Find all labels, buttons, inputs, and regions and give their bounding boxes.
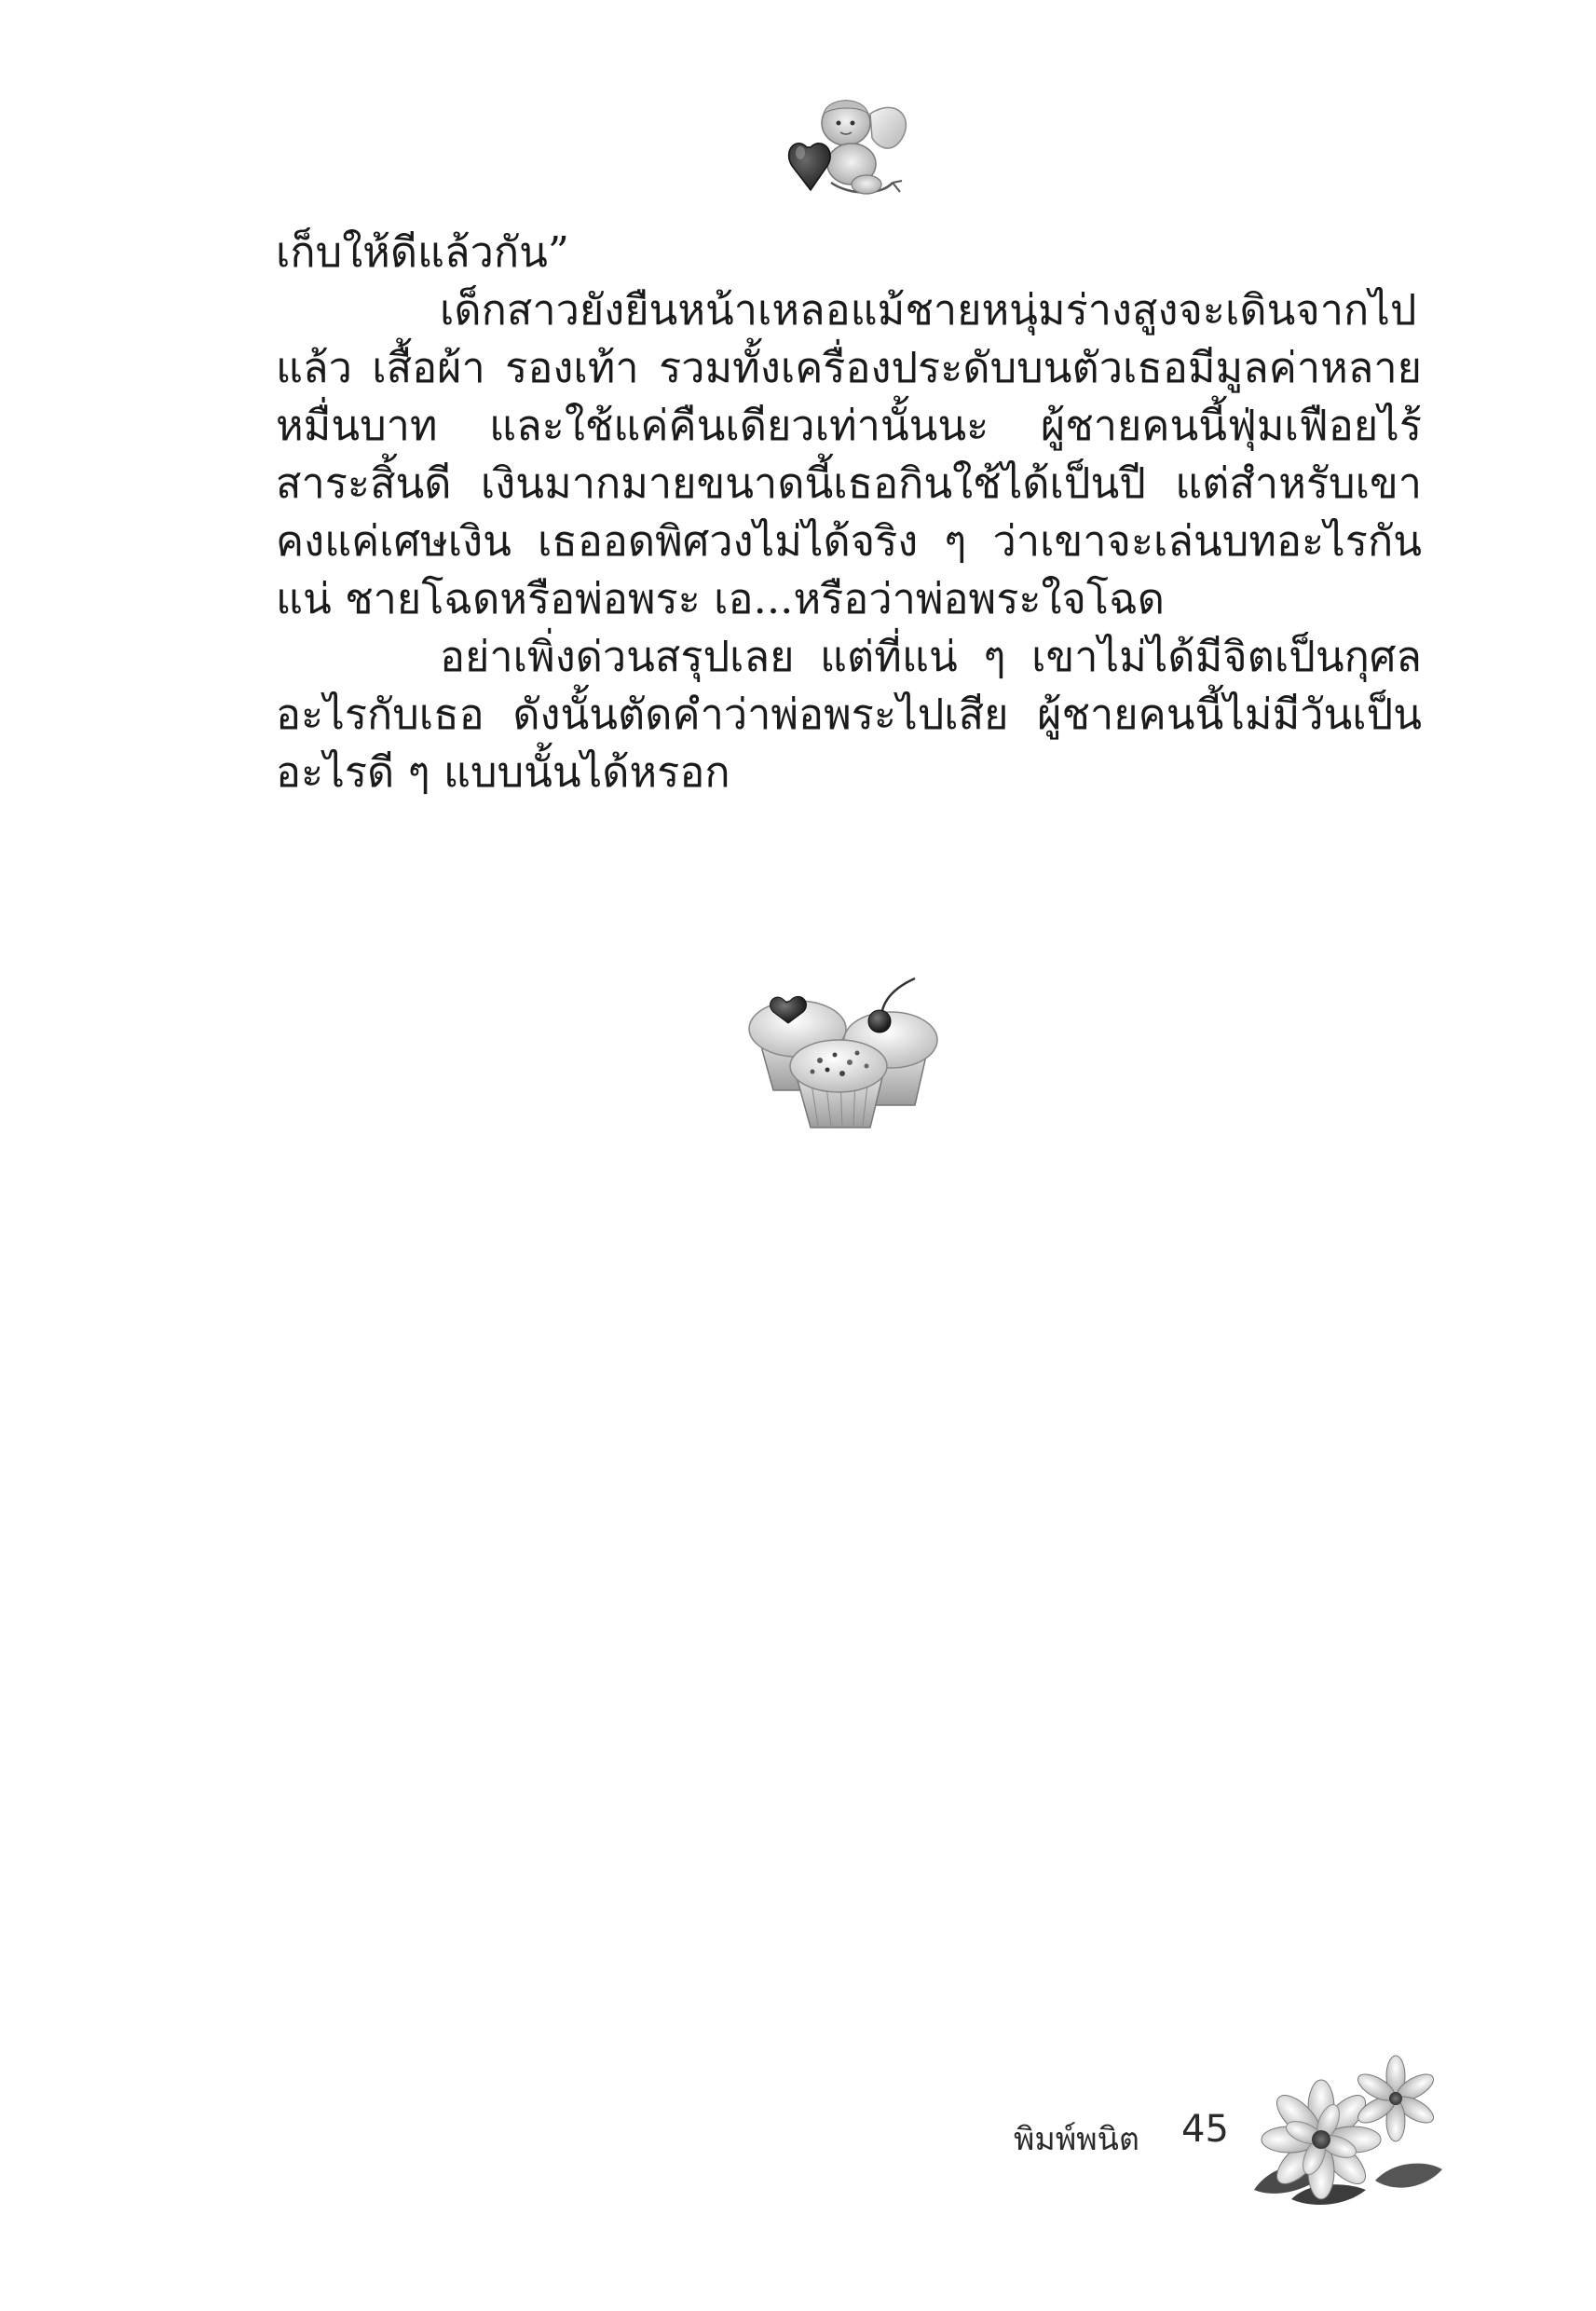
- cupid-icon: [770, 86, 919, 207]
- body-text: [276, 224, 1422, 801]
- cupcakes-icon: [742, 969, 947, 1137]
- paragraph: เด็กสาวยังยืนหน้าเหลอแม้ชายหนุ่มร่างสูงจะเดินจากไปแล้ว เสื้อผ้า รองเท้า รวมทั้งเครื่องประดับบนตัวเธอมีมูลค่าหลายหมื่นบาท และใช้แค่คืนเดียวเท่านั้นนะ ผู้ชายคนนี้ฟุ่มเฟือยไร้สาระสิ้นดี เงินมากมายขนาดนี้เธอกินใช้ได้เป็นปี แต่สำหรับเขาคงแค่เศษเงิน เธออดพิศวงไม่ได้จริง ๆ ว่าเขาจะเล่นบทอะไรกันแน่ ชายโฉดหรือพ่อพระ เอ...หรือว่าพ่อพระใจโฉด: [276, 285, 1422, 623]
- paragraph: เก็บให้ดีแล้วกัน”: [276, 227, 569, 277]
- page-number: 45: [1181, 2108, 1229, 2151]
- flowers-icon: [1235, 2050, 1450, 2208]
- paragraph: อย่าเพิ่งด่วนสรุปเลย แต่ที่แน่ ๆ เขาไม่ได้มีจิตเป็นกุศลอะไรกับเธอ ดังนั้นตัดคำว่าพ่อพระไปเสีย ผู้ชายคนนี้ไม่มีวันเป็นอะไรดี ๆ แบบนั้นได้หรอก: [276, 632, 1422, 797]
- book-title: พิมพ์พนิต: [1014, 2121, 1139, 2158]
